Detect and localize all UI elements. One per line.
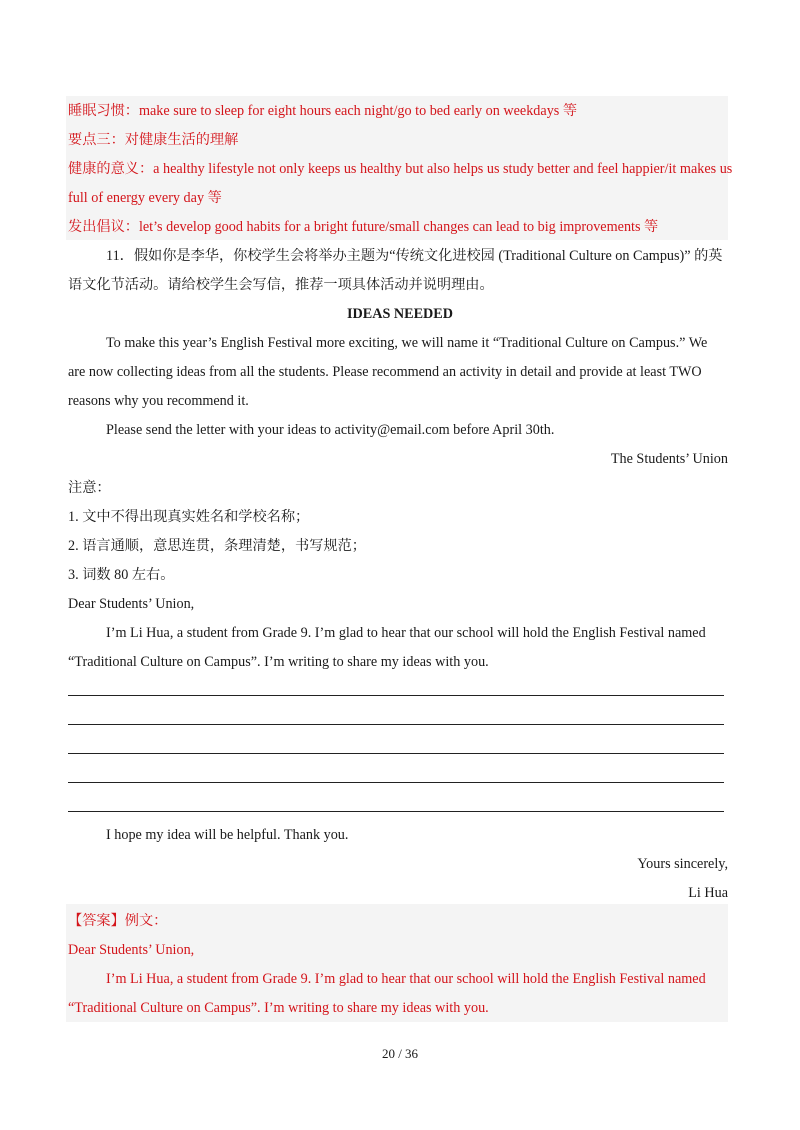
answer-salutation: Dear Students’ Union, bbox=[68, 942, 195, 958]
letter-intro-line-1: I’m Li Hua, a student from Grade 9. I’m glad to hear that our school will hold the English Festival named bbox=[106, 625, 706, 641]
letter-intro-line-2: “Traditional Culture on Campus”. I’m writing to share my ideas with you. bbox=[68, 654, 489, 670]
notes-item-3: 3. 词数 80 左右。 bbox=[68, 567, 175, 583]
writing-line bbox=[68, 695, 724, 696]
writing-line bbox=[68, 724, 724, 725]
letter-closing: I hope my idea will be helpful. Thank you. bbox=[106, 827, 349, 843]
answer-line-2: “Traditional Culture on Campus”. I’m writing to share my ideas with you. bbox=[68, 1000, 489, 1016]
letter-name: Li Hua bbox=[688, 885, 728, 901]
notes-item-2: 2. 语言通顺，意思连贯，条理清楚，书写规范； bbox=[68, 538, 366, 554]
notes-item-1: 1. 文中不得出现真实姓名和学校名称； bbox=[68, 509, 310, 525]
notice-para1-line2: are now collecting ideas from all the students. Please recommend an activity in detail and provide at least TWO bbox=[68, 364, 702, 380]
notes-heading: 注意： bbox=[68, 480, 111, 496]
notice-para2: Please send the letter with your ideas to activity@email.com before April 30th. bbox=[106, 422, 555, 438]
point-three-line: 要点三：对健康生活的理解 bbox=[68, 132, 239, 148]
proposal-line: 发出倡议：let’s develop good habits for a bright future/small changes can lead to big improvements 等 bbox=[68, 219, 659, 235]
letter-sign-off: Yours sincerely, bbox=[637, 856, 728, 872]
notice-signature: The Students’ Union bbox=[610, 451, 728, 467]
sleep-habit-line: 睡眠习惯：make sure to sleep for eight hours each night/go to bed early on weekdays 等 bbox=[68, 103, 578, 119]
question-line-1: 11．假如你是李华，你校学生会将举办主题为“传统文化进校园 (Traditional Culture on Campus)” 的英 bbox=[106, 248, 723, 264]
letter-salutation: Dear Students’ Union, bbox=[68, 596, 195, 612]
notice-para1-line3: reasons why you recommend it. bbox=[68, 393, 249, 409]
question-line-2: 语文化节活动。请给校学生会写信，推荐一项具体活动并说明理由。 bbox=[68, 277, 494, 293]
writing-line bbox=[68, 753, 724, 754]
meaning-line-1: 健康的意义：a healthy lifestyle not only keeps us healthy but also helps us study better and feel happier/it makes us bbox=[68, 161, 733, 177]
notice-title: IDEAS NEEDED bbox=[346, 306, 454, 322]
meaning-line-2: full of energy every day 等 bbox=[68, 190, 222, 206]
notice-para1-line1: To make this year’s English Festival more exciting, we will name it “Traditional Culture on Campus.” We bbox=[106, 335, 708, 351]
answer-line-1: I’m Li Hua, a student from Grade 9. I’m glad to hear that our school will hold the English Festival named bbox=[106, 971, 706, 987]
page-number: 20 / 36 bbox=[381, 1046, 419, 1061]
writing-line bbox=[68, 811, 724, 812]
writing-line bbox=[68, 782, 724, 783]
answer-label: 【答案】例文： bbox=[68, 913, 168, 929]
